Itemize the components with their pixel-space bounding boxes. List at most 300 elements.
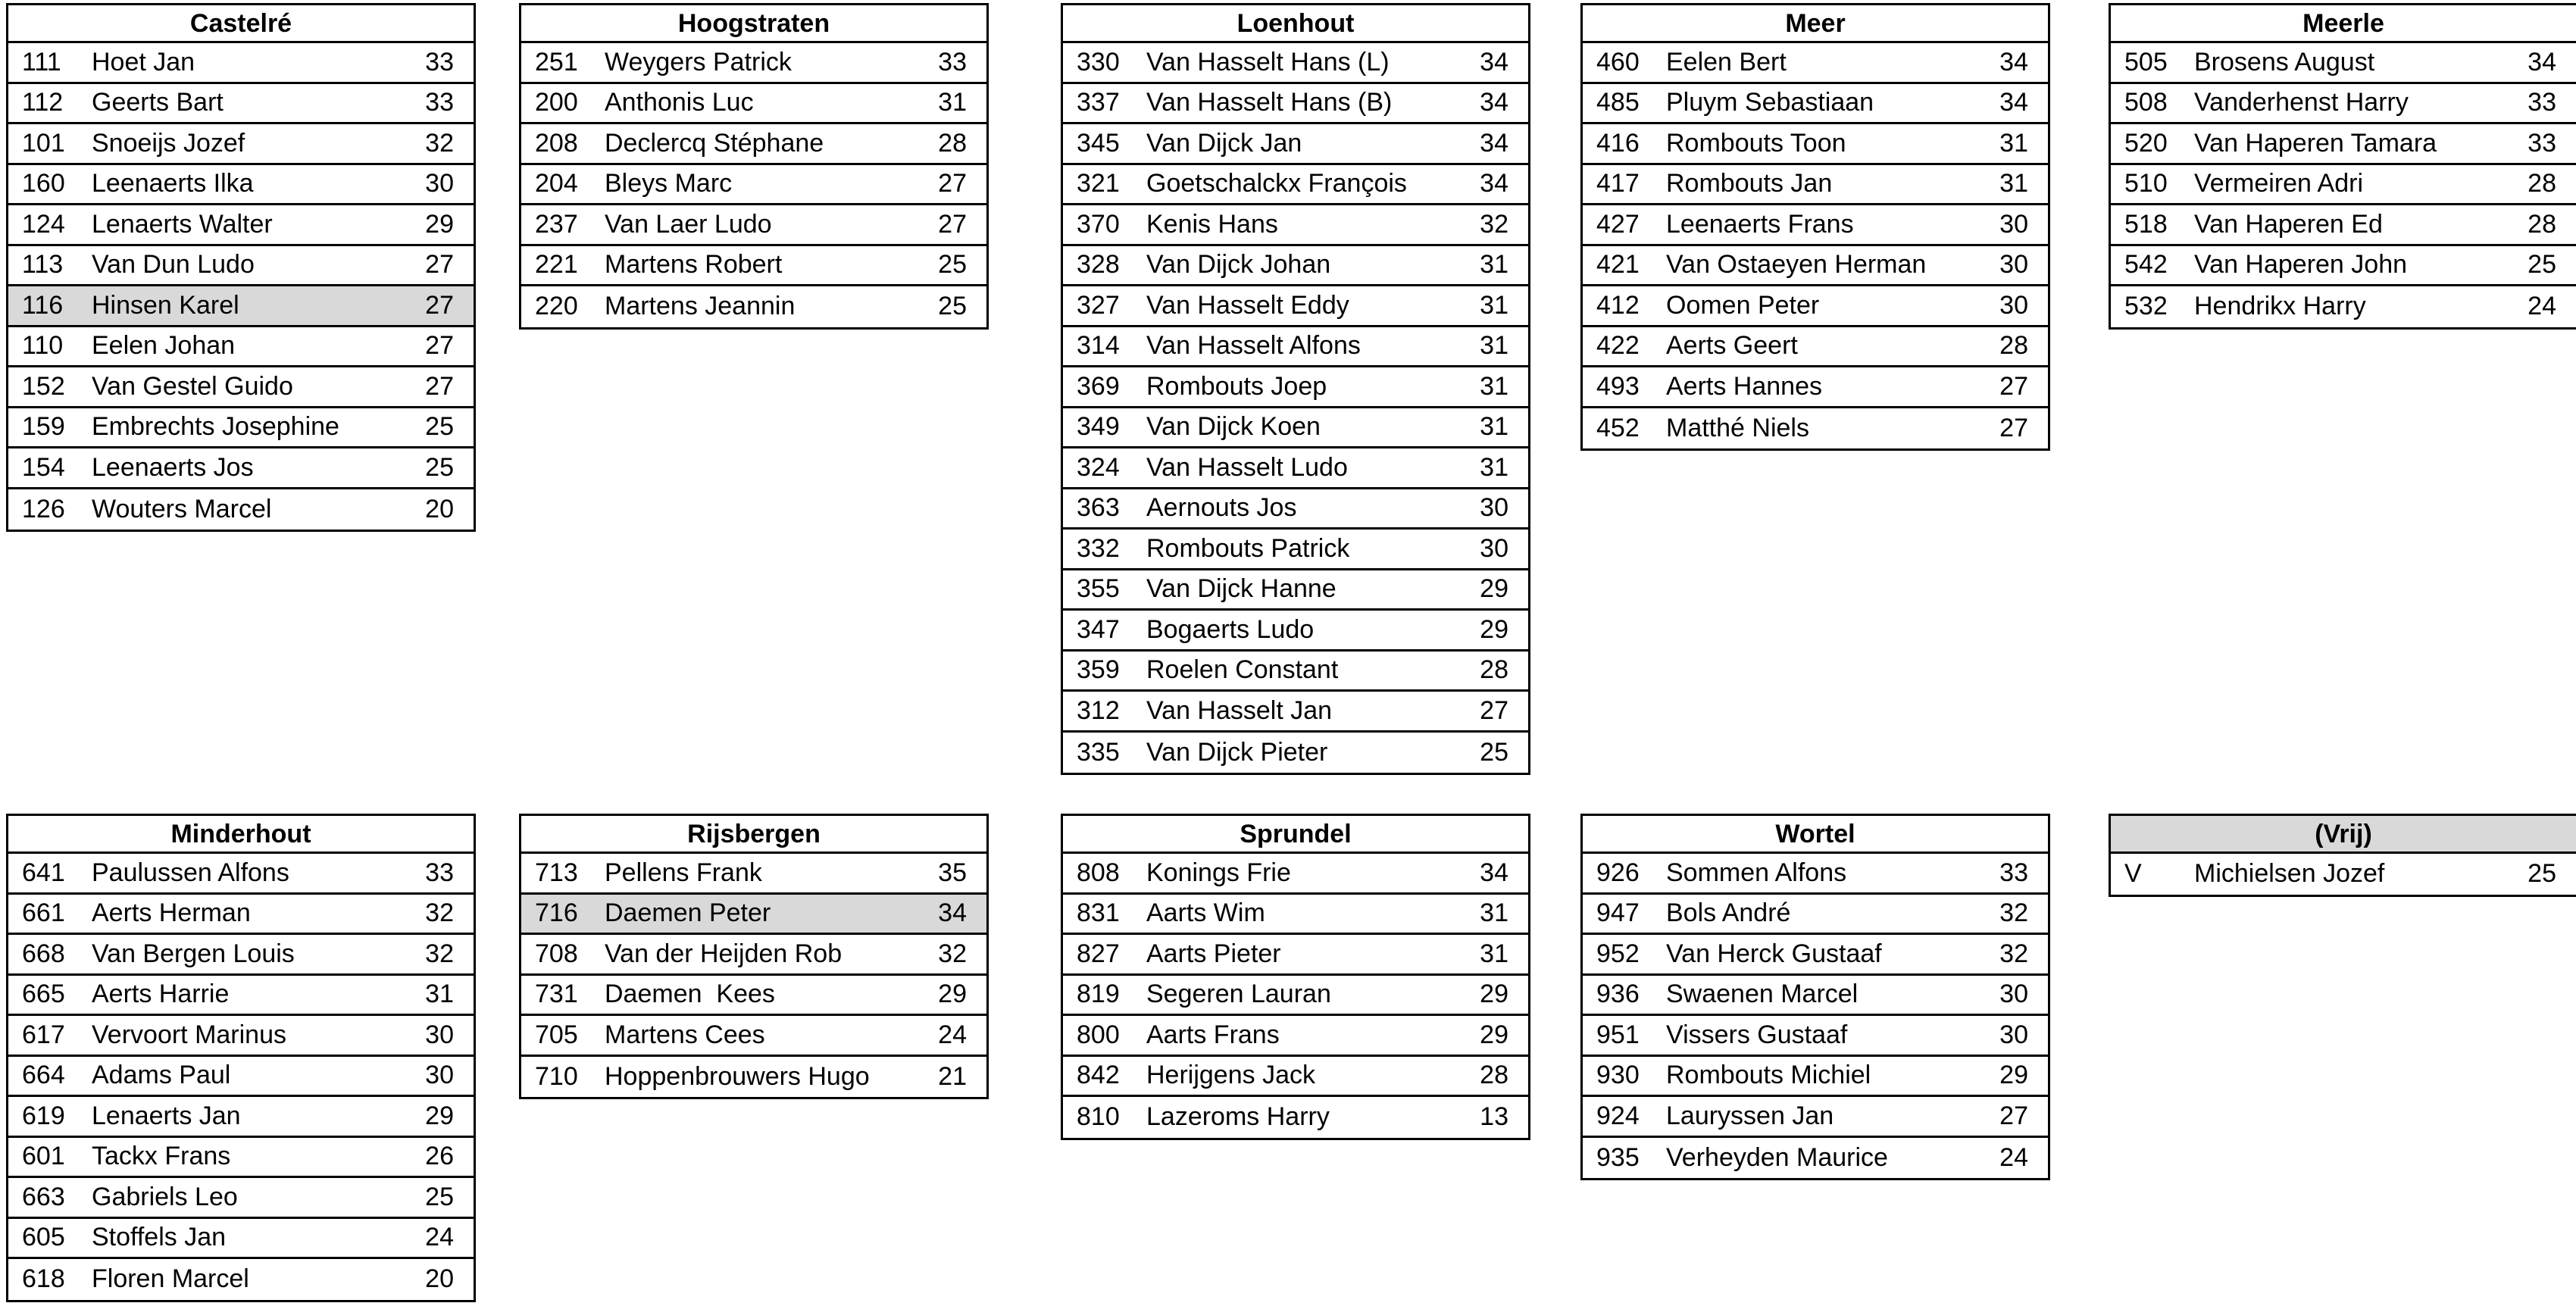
table-row <box>1063 408 1528 449</box>
player-name: Vervoort Marinus <box>92 1020 286 1049</box>
player-score: 32 <box>1999 939 2028 968</box>
player-score: 31 <box>1480 371 1508 401</box>
player-name: Van Hasselt Ludo <box>1146 452 1348 482</box>
table-row <box>1063 1057 1528 1098</box>
group-title: Minderhout <box>8 816 474 854</box>
player-score: 24 <box>1999 1142 2028 1172</box>
player-name: Eelen Bert <box>1666 47 1787 77</box>
table-row <box>1583 43 2048 84</box>
player-name: Hoet Jan <box>92 47 195 77</box>
table-row <box>1063 246 1528 287</box>
table-row <box>8 935 474 976</box>
player-score: 27 <box>425 371 454 401</box>
group-table-wortel <box>1580 814 2050 1180</box>
player-score: 31 <box>1480 331 1508 361</box>
table-row <box>8 1219 474 1260</box>
player-name: Rombouts Toon <box>1666 128 1846 158</box>
player-number: 324 <box>1077 452 1120 482</box>
table-row <box>1063 976 1528 1017</box>
player-name: Leenaerts Ilka <box>92 169 254 198</box>
player-score: 30 <box>1999 209 2028 239</box>
player-number: 808 <box>1077 858 1120 887</box>
player-number: 347 <box>1077 614 1120 644</box>
player-number: 705 <box>535 1020 578 1049</box>
player-name: Van Hasselt Hans (L) <box>1146 47 1390 77</box>
player-number: 619 <box>22 1101 65 1130</box>
player-score: 25 <box>938 250 967 280</box>
table-row <box>521 124 986 165</box>
player-number: 810 <box>1077 1102 1120 1132</box>
table-row <box>1583 1138 2048 1179</box>
table-row <box>1583 367 2048 408</box>
player-number: 126 <box>22 494 65 523</box>
player-number: 505 <box>2124 47 2168 77</box>
table-row <box>1583 327 2048 368</box>
player-number: 124 <box>22 209 65 239</box>
player-score: 33 <box>1999 858 2028 887</box>
player-number: 664 <box>22 1061 65 1090</box>
player-number: 819 <box>1077 980 1120 1009</box>
table-row <box>8 1097 474 1138</box>
player-number: 251 <box>535 47 578 77</box>
player-number: 716 <box>535 898 578 928</box>
player-name: Hinsen Karel <box>92 290 239 320</box>
group-table-rijsbergen <box>519 814 989 1099</box>
player-number: 416 <box>1596 128 1640 158</box>
player-number: 220 <box>535 292 578 321</box>
table-row <box>1063 448 1528 489</box>
player-score: 24 <box>425 1223 454 1252</box>
group-table-loenhout <box>1061 3 1530 775</box>
player-number: 427 <box>1596 209 1640 239</box>
player-number: 460 <box>1596 47 1640 77</box>
table-row <box>1583 286 2048 327</box>
table-row <box>2111 84 2576 125</box>
player-name: Kenis Hans <box>1146 209 1278 239</box>
player-name: Daemen Kees <box>605 980 775 1009</box>
table-row <box>521 205 986 246</box>
group-title: Meerle <box>2111 5 2576 43</box>
player-number: 101 <box>22 128 65 158</box>
table-row <box>1063 205 1528 246</box>
player-score: 31 <box>1480 898 1508 928</box>
player-number: 321 <box>1077 169 1120 198</box>
player-score: 27 <box>1999 413 2028 442</box>
player-number: 485 <box>1596 88 1640 117</box>
table-row <box>521 1016 986 1057</box>
player-name: Van Hasselt Eddy <box>1146 290 1349 320</box>
player-score: 27 <box>425 331 454 361</box>
player-score: 27 <box>938 209 967 239</box>
table-row <box>1063 489 1528 530</box>
table-row <box>2111 124 2576 165</box>
player-score: 27 <box>938 169 967 198</box>
player-name: Van Gestel Guido <box>92 371 293 401</box>
table-row <box>1583 895 2048 936</box>
player-name: Vermeiren Adri <box>2194 169 2363 198</box>
table-row <box>1583 854 2048 895</box>
table-row <box>8 165 474 206</box>
player-name: Anthonis Luc <box>605 88 754 117</box>
table-row <box>1063 43 1528 84</box>
player-number: 731 <box>535 980 578 1009</box>
player-number: 200 <box>535 88 578 117</box>
player-score: 34 <box>2528 47 2556 77</box>
table-row <box>1063 652 1528 692</box>
player-score: 31 <box>1480 290 1508 320</box>
player-score: 33 <box>938 47 967 77</box>
player-name: Van Dijck Hanne <box>1146 574 1336 604</box>
player-score: 29 <box>938 980 967 1009</box>
player-name: Paulussen Alfons <box>92 858 289 887</box>
player-score: 32 <box>1480 209 1508 239</box>
player-name: Pluym Sebastiaan <box>1666 88 1874 117</box>
table-row <box>1583 1057 2048 1098</box>
player-name: Bleys Marc <box>605 169 733 198</box>
player-score: 33 <box>425 858 454 887</box>
player-number: 663 <box>22 1182 65 1211</box>
player-number: 452 <box>1596 413 1640 442</box>
group-title: Castelré <box>8 5 474 43</box>
player-number: 113 <box>22 250 64 280</box>
player-number: 363 <box>1077 493 1120 523</box>
player-name: Snoeijs Jozef <box>92 128 245 158</box>
table-row <box>8 43 474 84</box>
player-name: Van Dun Ludo <box>92 250 255 280</box>
player-number: 417 <box>1596 169 1640 198</box>
player-score: 24 <box>938 1020 967 1049</box>
player-number: 617 <box>22 1020 65 1049</box>
player-name: Segeren Lauran <box>1146 980 1331 1009</box>
player-name: Aerts Hannes <box>1666 371 1822 401</box>
player-name: Aarts Pieter <box>1146 939 1281 968</box>
table-row <box>8 895 474 936</box>
player-number: 359 <box>1077 655 1120 685</box>
table-row <box>2111 165 2576 206</box>
player-name: Vissers Gustaaf <box>1666 1020 1848 1049</box>
player-score: 30 <box>425 1061 454 1090</box>
player-score: 32 <box>425 898 454 928</box>
player-number: 208 <box>535 128 578 158</box>
table-row <box>521 935 986 976</box>
player-score: 25 <box>938 292 967 321</box>
player-score: 25 <box>425 412 454 442</box>
table-row <box>1583 408 2048 449</box>
group-title: Rijsbergen <box>521 816 986 854</box>
player-name: Hoppenbrouwers Hugo <box>605 1061 870 1091</box>
table-row <box>1063 692 1528 733</box>
player-score: 30 <box>1999 1020 2028 1049</box>
player-score: 34 <box>1480 169 1508 198</box>
player-score: 34 <box>1480 858 1508 887</box>
player-number: 713 <box>535 858 578 887</box>
table-row <box>8 1138 474 1179</box>
group-title: Meer <box>1583 5 2048 43</box>
table-row <box>1063 286 1528 327</box>
player-name: Gabriels Leo <box>92 1182 238 1211</box>
player-number: 520 <box>2124 128 2168 158</box>
player-score: 25 <box>2528 250 2556 280</box>
player-name: Lenaerts Walter <box>92 209 273 239</box>
player-name: Weygers Patrick <box>605 47 792 77</box>
player-number: 221 <box>535 250 578 280</box>
group-table-meer <box>1580 3 2050 451</box>
player-name: Matthé Niels <box>1666 413 1809 442</box>
player-name: Van Herck Gustaaf <box>1666 939 1882 968</box>
player-name: Wouters Marcel <box>92 494 272 523</box>
player-score: 34 <box>1480 88 1508 117</box>
player-number: 237 <box>535 209 578 239</box>
player-number: 312 <box>1077 695 1120 725</box>
player-name: Van Dijck Koen <box>1146 412 1321 442</box>
table-row <box>8 854 474 895</box>
player-number: 335 <box>1077 737 1120 767</box>
table-row <box>8 246 474 287</box>
player-number: 947 <box>1596 898 1640 928</box>
table-row <box>8 976 474 1017</box>
player-number: 332 <box>1077 533 1120 563</box>
player-score: 34 <box>1480 47 1508 77</box>
player-score: 30 <box>425 1020 454 1049</box>
player-name: Rombouts Joep <box>1146 371 1327 401</box>
table-row <box>8 1178 474 1219</box>
group-table-castelr <box>6 3 476 532</box>
table-row <box>2111 246 2576 287</box>
player-name: Van Dijck Johan <box>1146 250 1331 280</box>
group-table-sprundel <box>1061 814 1530 1140</box>
player-score: 31 <box>1999 128 2028 158</box>
table-row <box>8 1016 474 1057</box>
player-number: 421 <box>1596 250 1640 280</box>
player-name: Aarts Wim <box>1146 898 1265 928</box>
table-row <box>2111 854 2576 895</box>
player-score: 28 <box>2528 169 2556 198</box>
player-name: Daemen Peter <box>605 898 771 928</box>
table-row <box>1063 895 1528 936</box>
player-name: Rombouts Patrick <box>1146 533 1350 563</box>
player-number: 370 <box>1077 209 1120 239</box>
player-number: 930 <box>1596 1061 1640 1090</box>
player-name: Lenaerts Jan <box>92 1101 241 1130</box>
table-row <box>2111 43 2576 84</box>
table-row <box>1063 1016 1528 1057</box>
player-number: 327 <box>1077 290 1120 320</box>
player-name: Martens Jeannin <box>605 292 796 321</box>
player-score: 28 <box>1480 655 1508 685</box>
player-score: 31 <box>425 980 454 1009</box>
player-score: 29 <box>425 1101 454 1130</box>
table-row <box>1063 570 1528 611</box>
player-name: Lazeroms Harry <box>1146 1102 1330 1132</box>
player-number: 710 <box>535 1061 578 1091</box>
player-name: Van Hasselt Jan <box>1146 695 1333 725</box>
table-row <box>1583 1016 2048 1057</box>
player-score: 31 <box>1480 939 1508 968</box>
player-score: 27 <box>425 290 454 320</box>
player-number: 112 <box>22 88 64 117</box>
player-score: 31 <box>1480 412 1508 442</box>
player-number: 924 <box>1596 1101 1640 1130</box>
player-score: 34 <box>1999 88 2028 117</box>
table-row <box>1063 367 1528 408</box>
player-name: Rombouts Michiel <box>1666 1061 1871 1090</box>
player-name: Hendrikx Harry <box>2194 292 2366 321</box>
player-score: 31 <box>1999 169 2028 198</box>
player-score: 28 <box>1999 331 2028 361</box>
player-name: Oomen Peter <box>1666 290 1820 320</box>
table-row <box>1583 976 2048 1017</box>
group-title: Hoogstraten <box>521 5 986 43</box>
player-score: 20 <box>425 1264 454 1294</box>
group-table-minderhout <box>6 814 476 1302</box>
player-name: Sommen Alfons <box>1666 858 1847 887</box>
table-row <box>1063 327 1528 368</box>
player-name: Brosens August <box>2194 47 2375 77</box>
table-row <box>8 124 474 165</box>
player-number: 708 <box>535 939 578 968</box>
player-score: 32 <box>938 939 967 968</box>
group-table-hoogstraten <box>519 3 989 330</box>
player-name: Pellens Frank <box>605 858 762 887</box>
player-number: 152 <box>22 371 65 401</box>
table-row <box>521 286 986 327</box>
table-row <box>521 246 986 287</box>
player-score: 29 <box>1480 1020 1508 1049</box>
player-name: Verheyden Maurice <box>1666 1142 1888 1172</box>
player-score: 27 <box>1999 1101 2028 1130</box>
player-name: Martens Robert <box>605 250 783 280</box>
player-name: Tackx Frans <box>92 1142 231 1171</box>
player-name: Aernouts Jos <box>1146 493 1297 523</box>
table-row <box>521 854 986 895</box>
player-score: 32 <box>1999 898 2028 928</box>
player-score: 30 <box>425 169 454 198</box>
player-name: Van Dijck Jan <box>1146 128 1302 158</box>
table-row <box>1583 165 2048 206</box>
player-number: 337 <box>1077 88 1120 117</box>
player-number: 330 <box>1077 47 1120 77</box>
player-score: 29 <box>1999 1061 2028 1090</box>
table-row <box>521 895 986 936</box>
table-row <box>8 327 474 368</box>
group-title: (Vrij) <box>2111 816 2576 854</box>
player-name: Aerts Herman <box>92 898 251 928</box>
player-score: 30 <box>1480 533 1508 563</box>
player-name: Floren Marcel <box>92 1264 249 1294</box>
player-number: 154 <box>22 452 65 482</box>
table-row <box>1063 1097 1528 1138</box>
player-number: 601 <box>22 1142 65 1171</box>
player-score: 32 <box>425 939 454 968</box>
player-number: 952 <box>1596 939 1640 968</box>
player-score: 28 <box>2528 209 2556 239</box>
table-row <box>1583 246 2048 287</box>
player-number: 935 <box>1596 1142 1640 1172</box>
player-name: Vanderhenst Harry <box>2194 88 2409 117</box>
table-row <box>1063 84 1528 125</box>
player-name: Geerts Bart <box>92 88 224 117</box>
player-name: Embrechts Josephine <box>92 412 339 442</box>
player-score: 30 <box>1999 290 2028 320</box>
table-row <box>8 448 474 489</box>
table-row <box>1583 1097 2048 1138</box>
player-number: 661 <box>22 898 65 928</box>
player-score: 30 <box>1999 980 2028 1009</box>
table-row <box>8 286 474 327</box>
player-number: 926 <box>1596 858 1640 887</box>
player-score: 33 <box>2528 128 2556 158</box>
table-row <box>1063 165 1528 206</box>
player-score: 24 <box>2528 292 2556 321</box>
player-score: 31 <box>1480 250 1508 280</box>
player-number: 160 <box>22 169 65 198</box>
player-number: 542 <box>2124 250 2168 280</box>
player-name: Aarts Frans <box>1146 1020 1280 1049</box>
table-row <box>8 1057 474 1098</box>
player-name: Van Hasselt Alfons <box>1146 331 1361 361</box>
player-name: Van Bergen Louis <box>92 939 295 968</box>
player-name: Bogaerts Ludo <box>1146 614 1315 644</box>
player-number: V <box>2124 859 2142 889</box>
group-title: Wortel <box>1583 816 2048 854</box>
table-row <box>8 367 474 408</box>
player-name: Adams Paul <box>92 1061 231 1090</box>
player-score: 25 <box>2528 859 2556 889</box>
player-score: 29 <box>425 209 454 239</box>
player-score: 33 <box>425 88 454 117</box>
table-row <box>1583 205 2048 246</box>
player-score: 27 <box>1480 695 1508 725</box>
player-score: 13 <box>1480 1102 1508 1132</box>
player-number: 328 <box>1077 250 1120 280</box>
player-number: 204 <box>535 169 578 198</box>
player-score: 28 <box>1480 1061 1508 1090</box>
player-number: 668 <box>22 939 65 968</box>
table-row <box>1063 854 1528 895</box>
player-name: Leenaerts Jos <box>92 452 254 482</box>
table-row <box>8 205 474 246</box>
table-row <box>1583 84 2048 125</box>
table-row <box>1583 124 2048 165</box>
player-name: Leenaerts Frans <box>1666 209 1854 239</box>
player-number: 510 <box>2124 169 2168 198</box>
player-name: Lauryssen Jan <box>1666 1101 1834 1130</box>
player-number: 349 <box>1077 412 1120 442</box>
player-name: Van Laer Ludo <box>605 209 772 239</box>
group-table-meerle <box>2109 3 2576 330</box>
player-number: 605 <box>22 1223 65 1252</box>
player-number: 422 <box>1596 331 1640 361</box>
player-score: 34 <box>938 898 967 928</box>
player-name: Van Haperen Ed <box>2194 209 2383 239</box>
table-row <box>521 1057 986 1098</box>
player-name: Van Hasselt Hans (B) <box>1146 88 1393 117</box>
player-score: 28 <box>938 128 967 158</box>
player-number: 641 <box>22 858 65 887</box>
player-score: 21 <box>938 1061 967 1091</box>
player-name: Goetschalckx François <box>1146 169 1407 198</box>
player-number: 951 <box>1596 1020 1640 1049</box>
player-number: 827 <box>1077 939 1120 968</box>
player-score: 26 <box>425 1142 454 1171</box>
player-score: 27 <box>1999 371 2028 401</box>
player-score: 27 <box>425 250 454 280</box>
table-row <box>521 84 986 125</box>
player-name: Van der Heijden Rob <box>605 939 843 968</box>
player-number: 369 <box>1077 371 1120 401</box>
player-number: 116 <box>22 290 64 320</box>
player-number: 618 <box>22 1264 65 1294</box>
